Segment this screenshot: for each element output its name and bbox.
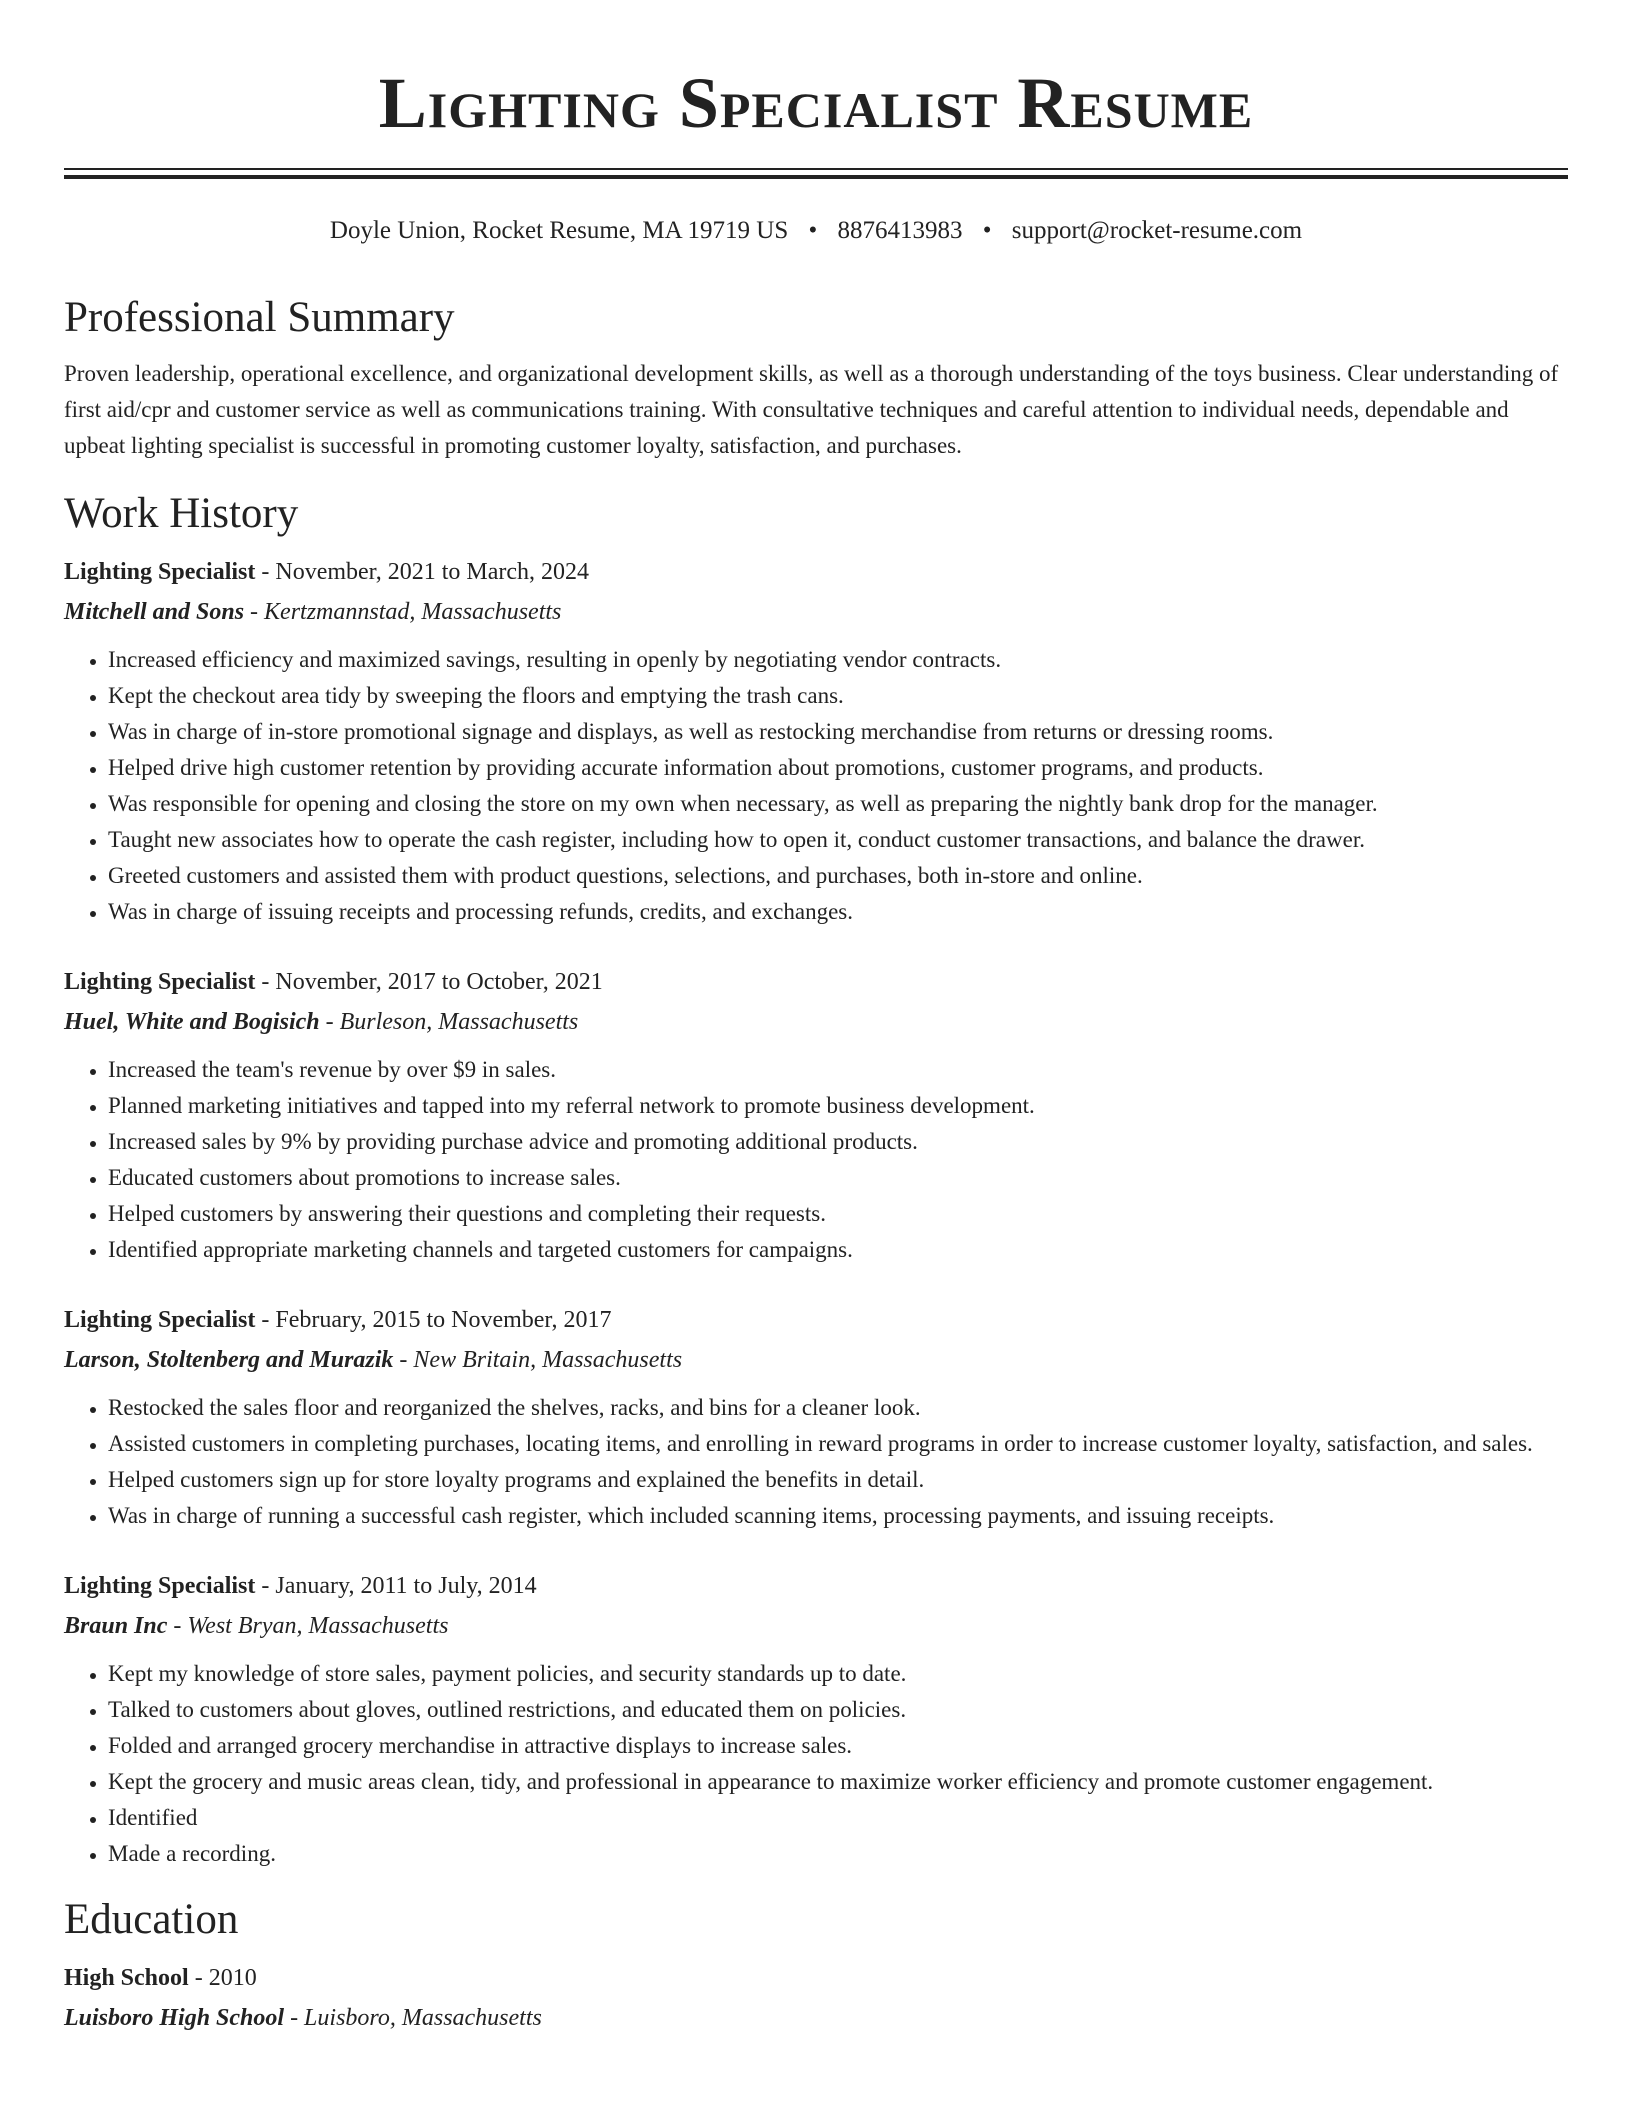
education-school-line: [64, 1998, 1568, 2038]
job-bullet: • Helped customers sign up for store loyalty programs and explained the benefits in detail.: [108, 1462, 1568, 1498]
job-bullet: • Educated customers about promotions to increase sales.: [108, 1160, 1568, 1196]
job-company: Huel, White and Bogisich: [64, 1009, 320, 1035]
job-title-line: [64, 552, 1568, 592]
education-degree-line: [64, 1958, 1568, 1998]
summary-text: Proven leadership, operational excellence, and organizational development skills, as well as a thorough understanding of the toys business. Clear understanding of first aid/cpr and customer service as well as communications training. With consultative techniques and careful attention to individual needs, dependable and upbeat lighting specialist is successful in promoting customer loyalty, satisfaction, and purchases.: [64, 361, 1559, 458]
job-bullets: [64, 1656, 1568, 1872]
job-bullets: [64, 1390, 1568, 1534]
job-title: Lighting Specialist: [64, 1307, 256, 1333]
resume-content: [64, 288, 1568, 2038]
job-location: - New Britain, Massachusetts: [393, 1347, 683, 1373]
job-bullet: • Kept my knowledge of store sales, payment policies, and security standards up to date.: [108, 1656, 1568, 1692]
job-entry: [64, 1566, 1568, 1872]
job-company: Mitchell and Sons: [64, 599, 245, 625]
job-company: Braun Inc: [64, 1613, 168, 1639]
job-dates: - January, 2011 to July, 2014: [255, 1573, 537, 1599]
summary-heading: Professional Summary: [64, 294, 455, 341]
job-bullet: • Increased the team's revenue by over $9 in sales.: [108, 1052, 1568, 1088]
job-title-line: [64, 962, 1568, 1002]
contact-separator: •: [808, 217, 818, 244]
job-bullet: • Increased efficiency and maximized savings, resulting in openly by negotiating vendor contracts.: [108, 642, 1568, 678]
job-title-line: [64, 1300, 1568, 1340]
job-title: Lighting Specialist: [64, 1573, 256, 1599]
job-bullets: [64, 642, 1568, 930]
job-bullet: • Was in charge of issuing receipts and processing refunds, credits, and exchanges.: [108, 894, 1568, 930]
job-title-line: [64, 1566, 1568, 1606]
education-year: - 2010: [188, 1965, 257, 1991]
job-bullet: • Helped customers by answering their questions and completing their requests.: [108, 1196, 1568, 1232]
education-heading: Education: [64, 1896, 239, 1943]
job-bullet: • Helped drive high customer retention by providing accurate information about promotions, customer programs, and products.: [108, 750, 1568, 786]
job-company-line: [64, 1606, 1568, 1646]
job-location: - Burleson, Massachusetts: [319, 1009, 579, 1035]
job-entry: [64, 1300, 1568, 1534]
job-bullet: • Taught new associates how to operate the cash register, including how to open it, conduct customer transactions, and balance the drawer.: [108, 822, 1568, 858]
job-title: Lighting Specialist: [64, 969, 256, 995]
job-company: Larson, Stoltenberg and Murazik: [64, 1347, 394, 1373]
title-rule-thin: [64, 168, 1568, 170]
education-school: Luisboro High School: [64, 2005, 285, 2031]
job-bullet: • Kept the checkout area tidy by sweeping the floors and emptying the trash cans.: [108, 678, 1568, 714]
job-dates: - February, 2015 to November, 2017: [255, 1307, 612, 1333]
job-dates: - November, 2021 to March, 2024: [255, 559, 590, 585]
contact-line: [0, 212, 1632, 250]
job-bullet: • Identified appropriate marketing channels and targeted customers for campaigns.: [108, 1232, 1568, 1268]
job-bullet: • Was responsible for opening and closing the store on my own when necessary, as well as preparing the nightly bank drop for the manager.: [108, 786, 1568, 822]
job-bullet: • Talked to customers about gloves, outlined restrictions, and educated them on policies.: [108, 1692, 1568, 1728]
contact-address: Doyle Union, Rocket Resume, MA 19719 US: [329, 217, 789, 244]
work-history-heading: Work History: [64, 490, 299, 537]
job-company-line: [64, 1002, 1568, 1042]
job-title: Lighting Specialist: [64, 559, 256, 585]
resume-title: Lighting Specialist Resume: [378, 63, 1254, 143]
contact-phone: 8876413983: [837, 217, 963, 244]
job-bullet: • Assisted customers in completing purchases, locating items, and enrolling in reward programs in order to increase customer loyalty, satisfaction, and sales.: [108, 1426, 1568, 1462]
job-bullet: • Greeted customers and assisted them with product questions, selections, and purchases, both in-store and online.: [108, 858, 1568, 894]
education-degree: High School: [64, 1965, 189, 1991]
job-bullet: • Planned marketing initiatives and tapped into my referral network to promote business development.: [108, 1088, 1568, 1124]
job-location: - West Bryan, Massachusetts: [167, 1613, 449, 1639]
job-bullet: • Was in charge of running a successful cash register, which included scanning items, processing payments, and issuing receipts.: [108, 1498, 1568, 1534]
job-bullet: • Identified: [108, 1800, 1568, 1836]
job-bullet: • Increased sales by 9% by providing purchase advice and promoting additional products.: [108, 1124, 1568, 1160]
job-location: - Kertzmannstad, Massachusetts: [244, 599, 562, 625]
job-dates: - November, 2017 to October, 2021: [255, 969, 603, 995]
contact-separator: •: [982, 217, 992, 244]
job-bullet: • Restocked the sales floor and reorganized the shelves, racks, and bins for a cleaner look.: [108, 1390, 1568, 1426]
education-entry: [64, 1958, 1568, 2038]
job-entry: [64, 962, 1568, 1268]
job-bullet: • Kept the grocery and music areas clean, tidy, and professional in appearance to maximize worker efficiency and promote customer engagement.: [108, 1764, 1568, 1800]
education-location: - Luisboro, Massachusetts: [284, 2005, 542, 2031]
job-entry: [64, 552, 1568, 930]
job-company-line: [64, 592, 1568, 632]
job-bullet: • Made a recording.: [108, 1836, 1568, 1872]
contact-email: support@rocket-resume.com: [1011, 217, 1303, 244]
job-company-line: [64, 1340, 1568, 1380]
title-rule-thick: [64, 175, 1568, 179]
job-bullet: • Folded and arranged grocery merchandise in attractive displays to increase sales.: [108, 1728, 1568, 1764]
job-bullets: [64, 1052, 1568, 1268]
job-bullet: • Was in charge of in-store promotional signage and displays, as well as restocking merchandise from returns or dressing rooms.: [108, 714, 1568, 750]
